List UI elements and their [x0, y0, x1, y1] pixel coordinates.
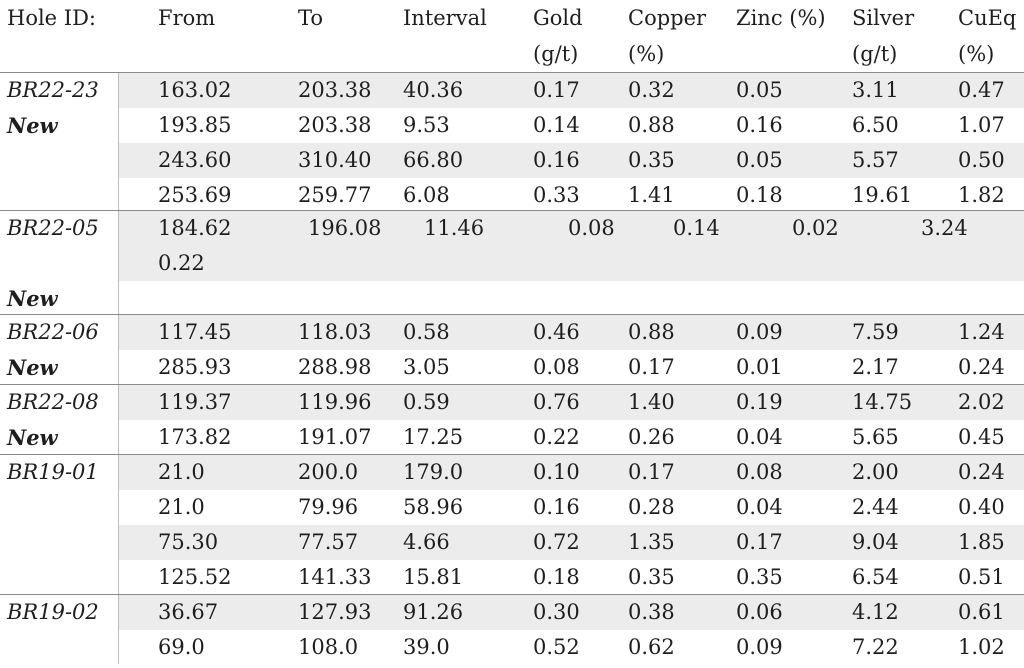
- cell-cueq: 2.02: [958, 390, 1005, 414]
- cell-zinc: 0.16: [736, 113, 783, 137]
- cell-gold: 0.08: [533, 355, 580, 379]
- cell-silver: 19.61: [852, 183, 913, 207]
- cell-copper: 0.17: [628, 355, 675, 379]
- cell-from: 163.02: [158, 78, 232, 102]
- cell-gold: 0.33: [533, 183, 580, 207]
- hole-id-label: BR22-08: [7, 390, 99, 414]
- cell-copper: 0.88: [628, 113, 675, 137]
- cell-to: 119.96: [298, 390, 372, 414]
- cell-interval: 11.46: [424, 216, 485, 240]
- cell-copper: 0.14: [673, 216, 720, 240]
- cell-gold: 0.52: [533, 635, 580, 659]
- cell-gold: 0.22: [533, 425, 580, 449]
- cell-copper: 1.40: [628, 390, 675, 414]
- cell-interval: 91.26: [403, 600, 464, 624]
- header-silver: Silver (g/t): [852, 6, 915, 66]
- cell-from: 69.0: [158, 635, 205, 659]
- cell-silver: 6.50: [852, 113, 899, 137]
- cell-zinc: 0.09: [736, 320, 783, 344]
- cell-copper: 0.35: [628, 148, 675, 172]
- cell-silver: 9.04: [852, 530, 899, 554]
- cell-cueq: 0.40: [958, 495, 1005, 519]
- cell-copper: 0.35: [628, 565, 675, 589]
- cell-gold: 0.16: [533, 148, 580, 172]
- cell-from: 117.45: [158, 320, 232, 344]
- hole-group-br22-05: [0, 210, 1024, 311]
- cell-silver: 2.00: [852, 460, 899, 484]
- cell-to: 200.0: [298, 460, 359, 484]
- cell-silver: 7.22: [852, 635, 899, 659]
- cell-silver: 3.24: [921, 216, 968, 240]
- cell-gold: 0.17: [533, 78, 580, 102]
- cell-zinc: 0.17: [736, 530, 783, 554]
- header-hole-id: Hole ID:: [7, 6, 96, 30]
- cell-copper: 0.28: [628, 495, 675, 519]
- cell-from: 21.0: [158, 495, 205, 519]
- cell-to: 127.93: [298, 600, 372, 624]
- cell-copper: 1.35: [628, 530, 675, 554]
- cell-from: 173.82: [158, 425, 232, 449]
- cell-cueq: 0.22: [158, 251, 205, 275]
- hole-group-br19-01: [0, 454, 1024, 589]
- cell-gold: 0.46: [533, 320, 580, 344]
- cell-silver: 6.54: [852, 565, 899, 589]
- hole-id-label: BR22-23: [7, 78, 99, 102]
- cell-cueq: 1.07: [958, 113, 1005, 137]
- cell-cueq: 0.24: [958, 460, 1005, 484]
- header-copper: Copper (%): [628, 6, 707, 66]
- header-cueq: CuEq (%): [958, 6, 1017, 66]
- new-label: New: [7, 355, 58, 380]
- cell-silver: 5.57: [852, 148, 899, 172]
- header-gold: Gold (g/t): [533, 6, 583, 66]
- cell-zinc: 0.08: [736, 460, 783, 484]
- table-header: [0, 0, 1024, 72]
- hole-id-label: BR22-05: [7, 216, 99, 240]
- cell-from: 75.30: [158, 530, 219, 554]
- cell-zinc: 0.19: [736, 390, 783, 414]
- cell-interval: 3.05: [403, 355, 450, 379]
- cell-gold: 0.30: [533, 600, 580, 624]
- cell-cueq: 1.85: [958, 530, 1005, 554]
- cell-to: 203.38: [298, 78, 372, 102]
- cell-cueq: 0.50: [958, 148, 1005, 172]
- hole-group-br19-02: [0, 594, 1024, 659]
- cell-copper: 0.26: [628, 425, 675, 449]
- hole-group-br22-06: [0, 314, 1024, 380]
- cell-to: 288.98: [298, 355, 372, 379]
- cell-to: 141.33: [298, 565, 372, 589]
- cell-cueq: 0.51: [958, 565, 1005, 589]
- cell-gold: 0.08: [568, 216, 615, 240]
- cell-copper: 1.41: [628, 183, 675, 207]
- cell-to: 118.03: [298, 320, 372, 344]
- cell-from: 243.60: [158, 148, 232, 172]
- cell-gold: 0.72: [533, 530, 580, 554]
- cell-from: 21.0: [158, 460, 205, 484]
- cell-to: 196.08: [308, 216, 382, 240]
- cell-zinc: 0.09: [736, 635, 783, 659]
- cell-copper: 0.32: [628, 78, 675, 102]
- cell-zinc: 0.05: [736, 148, 783, 172]
- cell-gold: 0.18: [533, 565, 580, 589]
- cell-gold: 0.14: [533, 113, 580, 137]
- hole-id-label: BR22-06: [7, 320, 99, 344]
- cell-cueq: 1.24: [958, 320, 1005, 344]
- cell-interval: 4.66: [403, 530, 450, 554]
- new-label: New: [7, 425, 58, 450]
- cell-zinc: 0.01: [736, 355, 783, 379]
- cell-from: 125.52: [158, 565, 232, 589]
- hole-id-label: BR19-02: [7, 600, 99, 624]
- hole-group-br22-23: [0, 72, 1024, 207]
- cell-gold: 0.16: [533, 495, 580, 519]
- cell-silver: 5.65: [852, 425, 899, 449]
- cell-interval: 66.80: [403, 148, 464, 172]
- cell-interval: 0.59: [403, 390, 450, 414]
- cell-to: 79.96: [298, 495, 359, 519]
- cell-silver: 7.59: [852, 320, 899, 344]
- cell-cueq: 1.82: [958, 183, 1005, 207]
- cell-interval: 0.58: [403, 320, 450, 344]
- cell-interval: 39.0: [403, 635, 450, 659]
- header-interval: Interval: [403, 6, 487, 30]
- cell-from: 285.93: [158, 355, 232, 379]
- cell-zinc: 0.18: [736, 183, 783, 207]
- cell-gold: 0.76: [533, 390, 580, 414]
- cell-zinc: 0.35: [736, 565, 783, 589]
- cell-cueq: 0.45: [958, 425, 1005, 449]
- cell-from: 193.85: [158, 113, 232, 137]
- cell-zinc: 0.02: [792, 216, 839, 240]
- hole-id-label: BR19-01: [7, 460, 99, 484]
- cell-to: 259.77: [298, 183, 372, 207]
- cell-cueq: 0.47: [958, 78, 1005, 102]
- cell-interval: 179.0: [403, 460, 464, 484]
- cell-to: 191.07: [298, 425, 372, 449]
- cell-silver: 4.12: [852, 600, 899, 624]
- cell-cueq: 0.61: [958, 600, 1005, 624]
- cell-cueq: 0.24: [958, 355, 1005, 379]
- cell-from: 36.67: [158, 600, 219, 624]
- cell-silver: 14.75: [852, 390, 913, 414]
- cell-to: 203.38: [298, 113, 372, 137]
- cell-copper: 0.62: [628, 635, 675, 659]
- cell-cueq: 1.02: [958, 635, 1005, 659]
- cell-zinc: 0.06: [736, 600, 783, 624]
- cell-interval: 40.36: [403, 78, 464, 102]
- cell-from: 119.37: [158, 390, 232, 414]
- cell-to: 310.40: [298, 148, 372, 172]
- header-from: From: [158, 6, 216, 30]
- cell-from: 253.69: [158, 183, 232, 207]
- cell-interval: 15.81: [403, 565, 464, 589]
- hole-group-br22-08: [0, 384, 1024, 450]
- cell-copper: 0.17: [628, 460, 675, 484]
- cell-copper: 0.88: [628, 320, 675, 344]
- cell-to: 77.57: [298, 530, 359, 554]
- cell-to: 108.0: [298, 635, 359, 659]
- cell-interval: 58.96: [403, 495, 464, 519]
- new-label: New: [7, 113, 58, 138]
- cell-silver: 2.44: [852, 495, 899, 519]
- cell-from: 184.62: [158, 216, 232, 240]
- cell-gold: 0.10: [533, 460, 580, 484]
- cell-interval: 9.53: [403, 113, 450, 137]
- cell-silver: 3.11: [852, 78, 899, 102]
- cell-interval: 17.25: [403, 425, 464, 449]
- cell-silver: 2.17: [852, 355, 899, 379]
- cell-zinc: 0.04: [736, 495, 783, 519]
- cell-zinc: 0.04: [736, 425, 783, 449]
- header-zinc: Zinc (%): [736, 6, 826, 30]
- cell-copper: 0.38: [628, 600, 675, 624]
- header-to: To: [298, 6, 324, 30]
- cell-interval: 6.08: [403, 183, 450, 207]
- new-label: New: [7, 286, 58, 311]
- cell-zinc: 0.05: [736, 78, 783, 102]
